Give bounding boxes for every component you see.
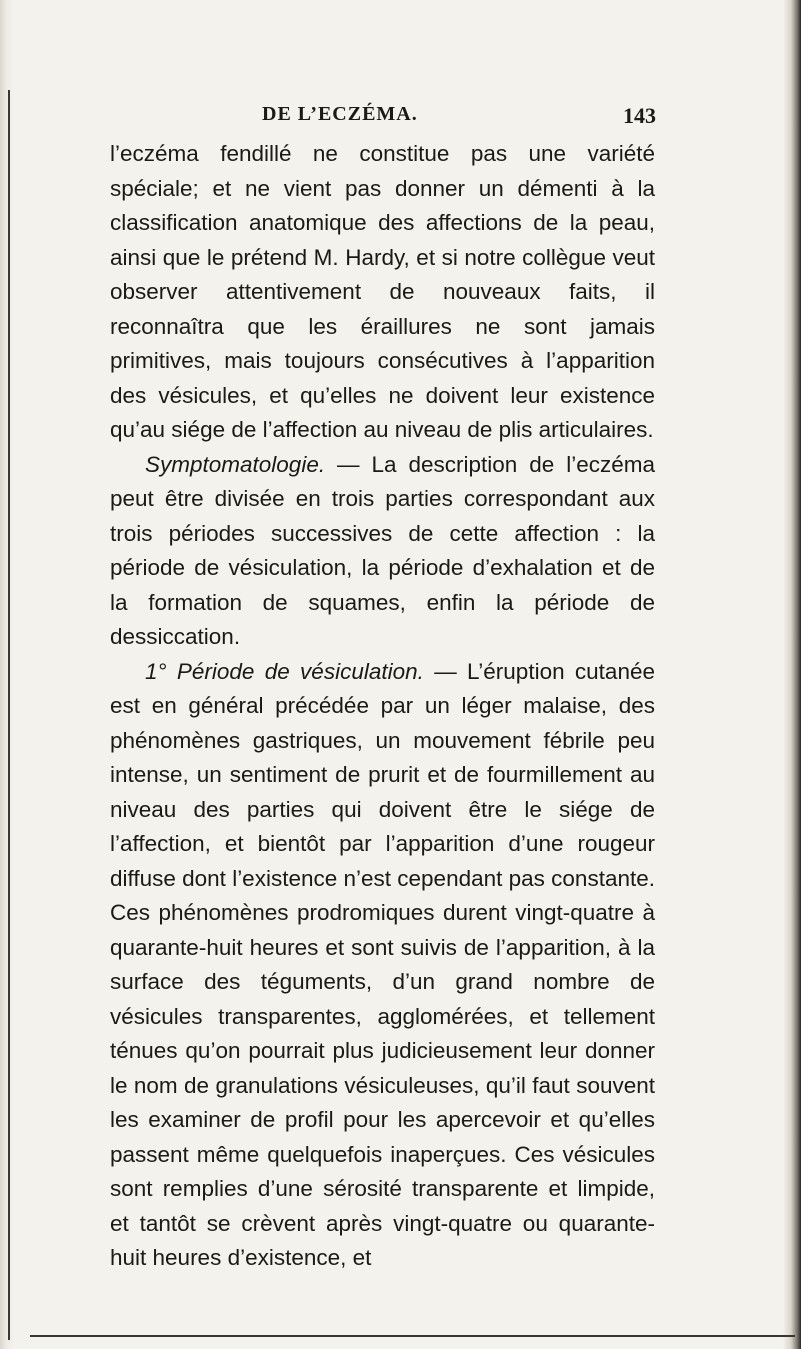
running-head: DE L’ECZÉMA. <box>262 103 418 125</box>
paragraph-text: — L’éruption cutanée est en général précédée par un léger malaise, des phénomènes gastriques, un mouvement fébrile peu intense, un sentiment de prurit et de fourmillement au niveau des parties qui doivent être le siége de l’affection, et bientôt par l’apparition d’une rougeur diffuse dont l’existence n’est cependant pas constante. Ces phénomènes prodromiques durent vingt-quatre à quarante-huit heures et sont suivis de l’apparition, à la surface des téguments, d’un grand nombre de vésicules transparentes, agglomérées, et tellement ténues qu’on pourrait plus judicieusement leur donner le nom de granulations vésiculeuses, qu’il faut souvent les examiner de profil pour les apercevoir et qu’elles passent même quelquefois inaperçues. Ces vésicules sont remplies d’une sérosité transparente et limpide, et tantôt se crèvent après vingt-quatre ou quarante-huit heures d’existence, et <box>110 658 655 1270</box>
paragraph-continuation <box>110 137 655 448</box>
section-heading-periode-vesiculation: 1° Période de vésiculation. <box>145 658 424 684</box>
paragraph-text: — La description de l’eczéma peut être divisée en trois parties correspondant aux trois périodes successives de cette affection : la période de vésiculation, la période d’exhalation et de la formation de squames, enfin la période de dessiccation. <box>110 451 655 649</box>
paragraph-text: l’eczéma fendillé ne constitue pas une variété spéciale; et ne vient pas donner un démenti à la classification anatomique des affections de la peau, ainsi que le prétend M. Hardy, et si notre collègue veut observer attentivement de nouveaux faits, il reconnaîtra que les éraillures ne sont jamais primitives, mais toujours consécutives à l’apparition des vésicules, et qu’elles ne doivent leur existence qu’au siége de l’affection au niveau de plis articulaires. <box>110 141 655 442</box>
page-left-edge <box>0 0 14 1349</box>
paragraph-symptomatologie <box>110 448 655 655</box>
page-number: 143 <box>623 103 656 128</box>
body-text <box>110 137 655 1276</box>
binding-rule <box>8 90 10 1340</box>
paragraph-periode-vesiculation <box>110 655 655 1276</box>
page-right-edge <box>783 0 801 1349</box>
page-header <box>100 103 660 137</box>
section-heading-symptomatologie: Symptomatologie. <box>145 451 326 477</box>
bottom-rule <box>30 1335 795 1337</box>
